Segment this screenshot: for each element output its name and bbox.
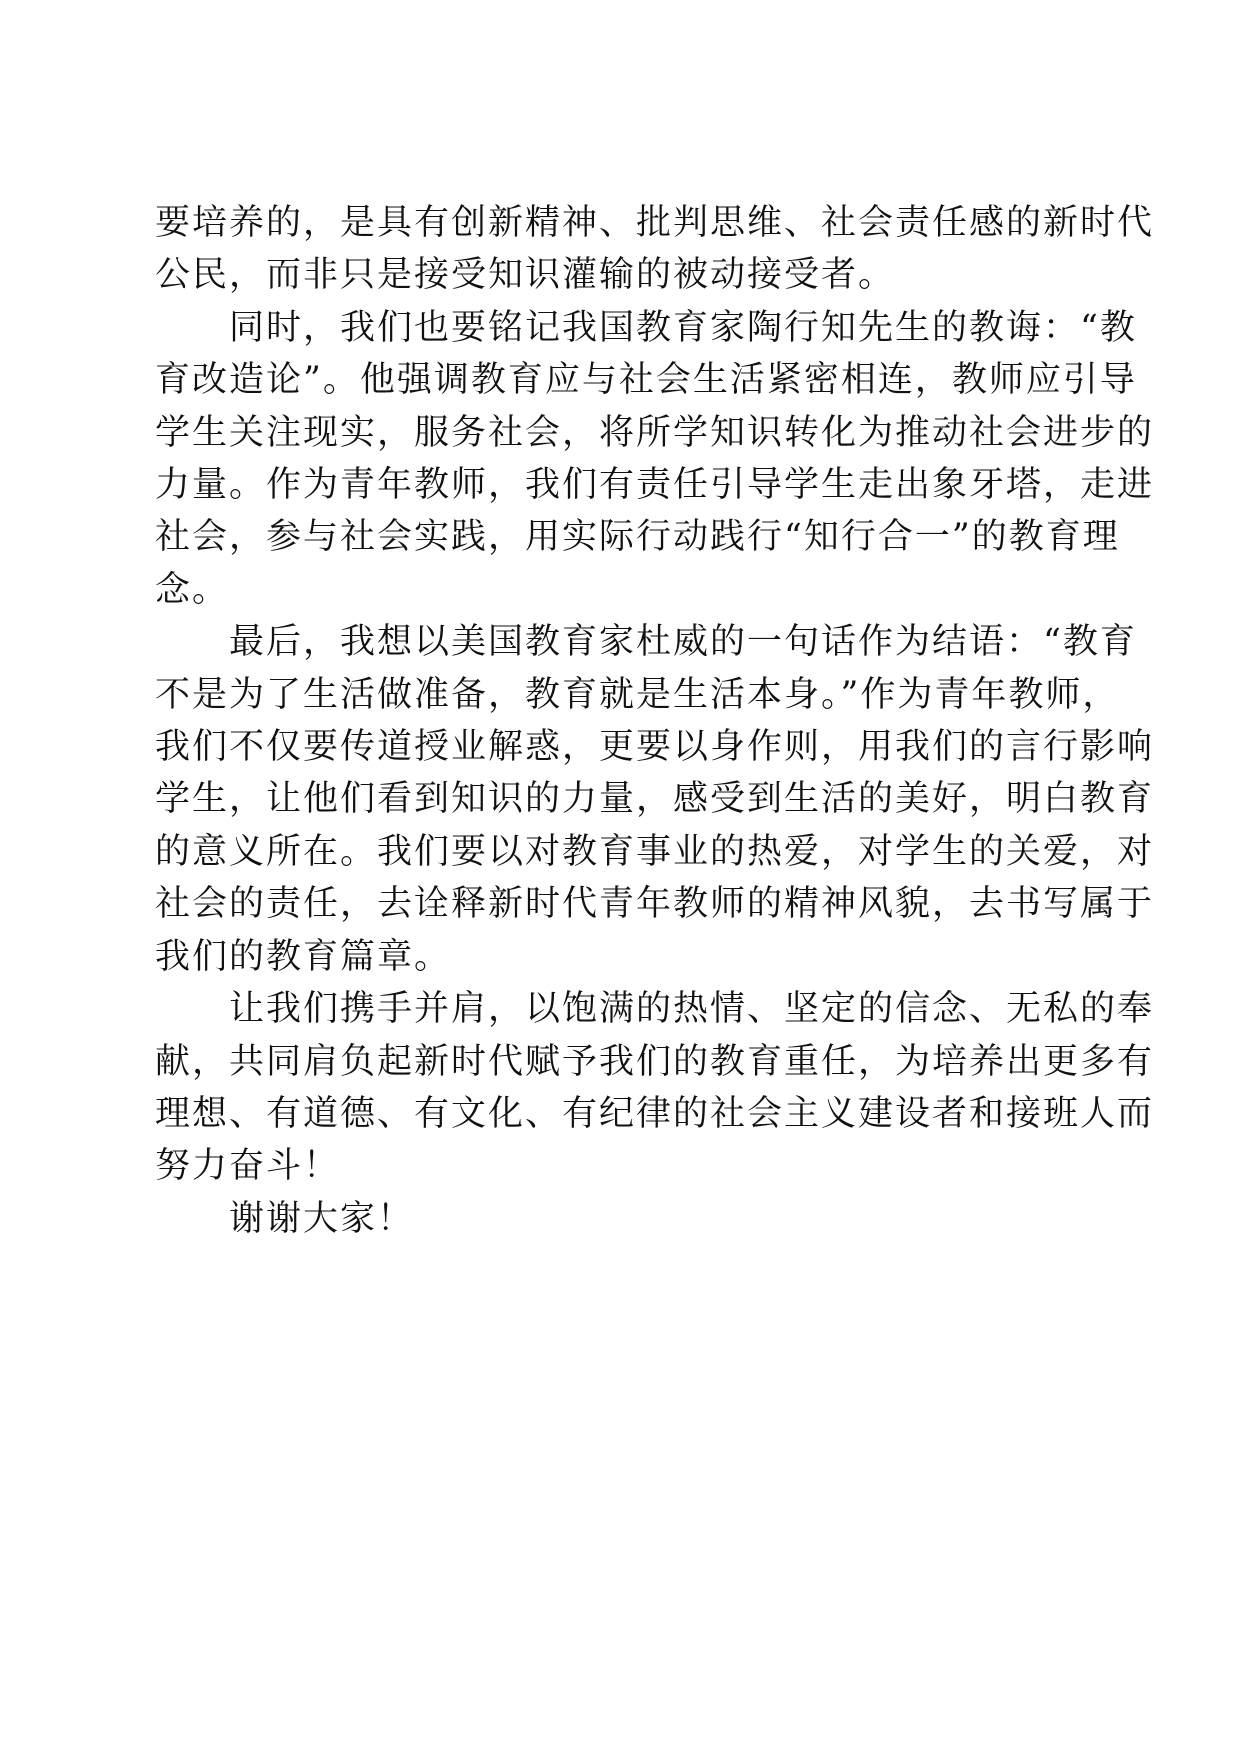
text-line: 同时，我们也要铭记我国教育家陶行知先生的教诲：“教 bbox=[229, 307, 1137, 348]
text-line: 念。 bbox=[155, 569, 230, 610]
paragraph-5 bbox=[155, 1193, 1085, 1245]
text-line: 学生关注现实，服务社会，将所学知识转化为推动社会进步的 bbox=[155, 412, 1155, 453]
text-line: 社会，参与社会实践，用实际行动践行“知行合一”的教育理 bbox=[155, 517, 1120, 558]
text-line: 学生，让他们看到知识的力量，感受到生活的美好，明白教育 bbox=[155, 779, 1155, 820]
text-line: 谢谢大家！ bbox=[229, 1198, 415, 1239]
text-line: 不是为了生活做准备，教育就是生活本身。”作为青年教师， bbox=[155, 674, 1120, 715]
paragraph-3 bbox=[155, 616, 1155, 983]
text-line: 我们的教育篇章。 bbox=[155, 936, 452, 977]
text-line: 要培养的，是具有创新精神、批判思维、社会责任感的新时代 bbox=[155, 203, 1155, 243]
text-line: 的意义所在。我们要以对教育事业的热爱，对学生的关爱，对 bbox=[155, 831, 1155, 872]
text-line: 献，共同肩负起新时代赋予我们的教育重任，为培养出更多有 bbox=[155, 1041, 1155, 1082]
paragraph-1 bbox=[155, 197, 1155, 302]
text-line: 公民，而非只是接受知识灌输的被动接受者。 bbox=[155, 255, 896, 296]
text-line: 努力奋斗！ bbox=[155, 1146, 341, 1187]
document-body bbox=[155, 197, 1155, 1245]
text-line: 我们不仅要传道授业解惑，更要以身作则，用我们的言行影响 bbox=[155, 727, 1155, 768]
paragraph-2 bbox=[155, 302, 1155, 616]
paragraph-4 bbox=[155, 983, 1155, 1193]
text-line: 让我们携手并肩，以饱满的热情、坚定的信念、无私的奉 bbox=[229, 989, 1155, 1030]
text-line: 社会的责任，去诠释新时代青年教师的精神风貌，去书写属于 bbox=[155, 884, 1155, 925]
text-line: 理想、有道德、有文化、有纪律的社会主义建设者和接班人而 bbox=[155, 1093, 1155, 1134]
text-line: 力量。作为青年教师，我们有责任引导学生走出象牙塔，走进 bbox=[155, 465, 1155, 506]
text-line: 育改造论”。他强调教育应与社会生活紧密相连，教师应引导 bbox=[155, 360, 1137, 401]
text-line: 最后，我想以美国教育家杜威的一句话作为结语：“教育 bbox=[229, 622, 1137, 663]
